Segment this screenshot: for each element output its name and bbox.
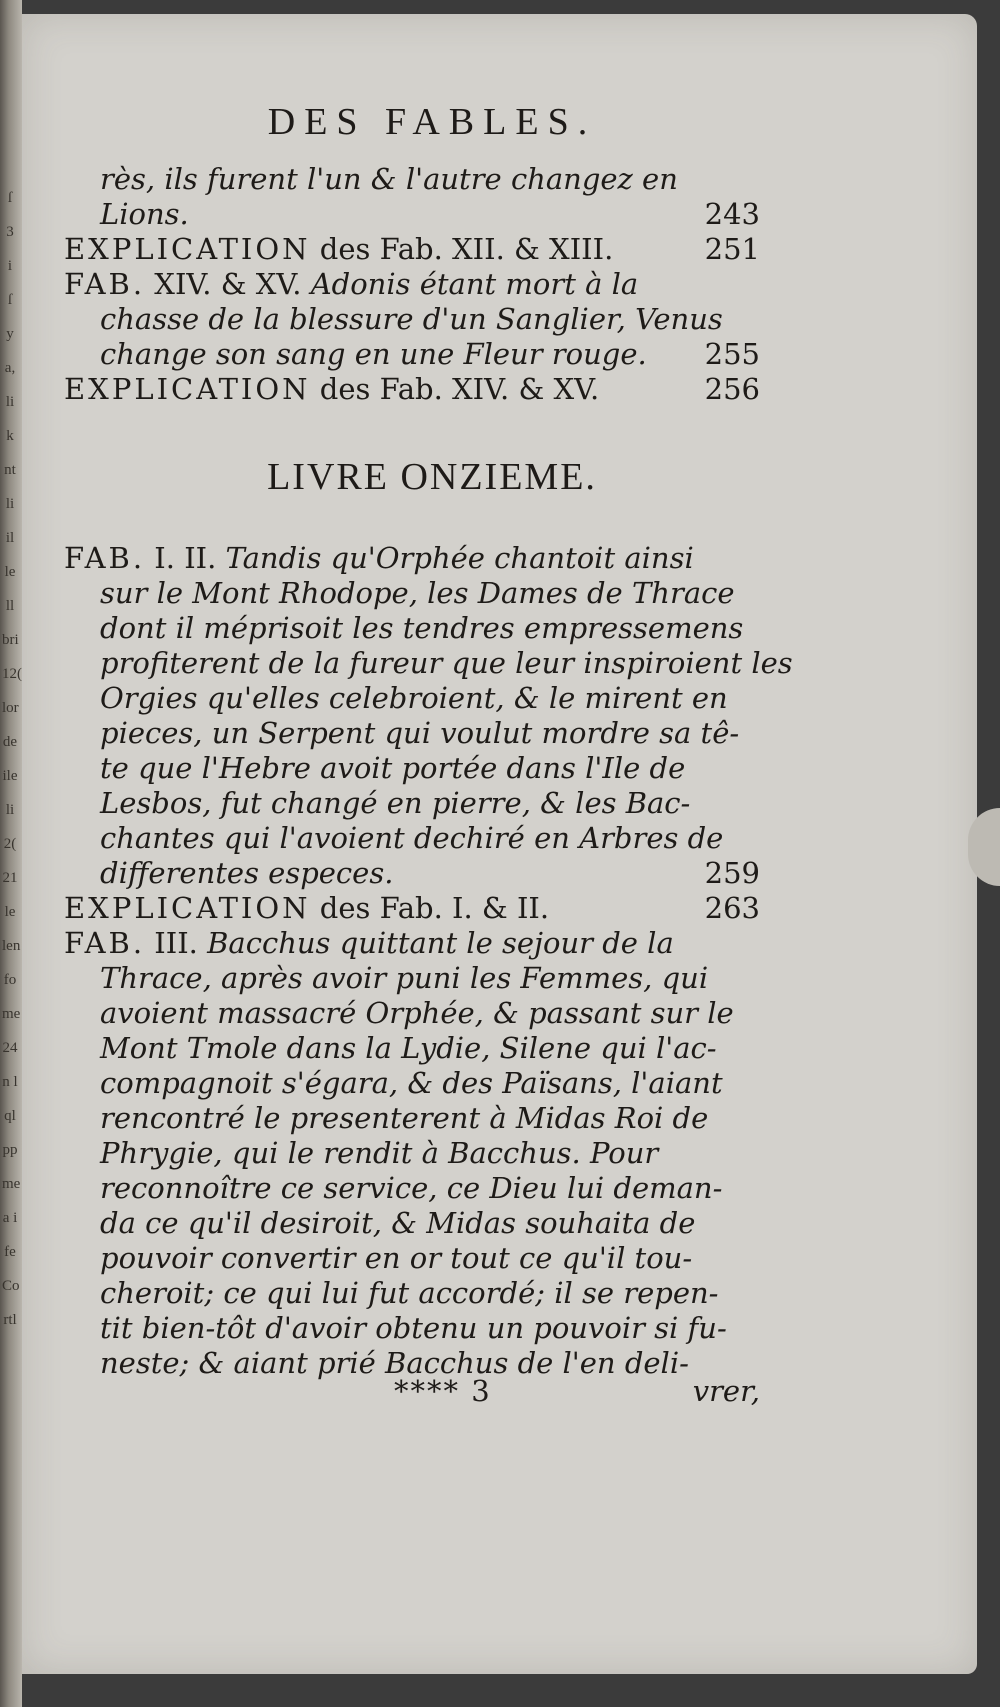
toc-entry: [64, 891, 760, 926]
edge-mark: li: [5, 496, 15, 512]
entry-line: avoient massacré Orphée, & passant sur le: [100, 996, 734, 1030]
edge-mark: il: [5, 530, 15, 546]
edge-mark: y: [6, 326, 14, 342]
edge-mark: fo: [3, 972, 17, 988]
entry-label: FAB.: [64, 926, 146, 960]
edge-mark: bri: [2, 632, 19, 648]
edge-mark: 3: [6, 224, 14, 240]
toc-entry: [64, 232, 760, 267]
edge-mark: 24: [2, 1040, 18, 1056]
toc-entry: FAB. I. II. Tandis qu'Orphée chantoit ainsi sur le Mont Rhodope, les Dames de Thrace dont il méprisoit les tendres empressemens profiterent de la fureur que leur inspiroient les Orgies qu'elles celebroient, & le mirent en pieces, un Serpent qui voulut mordre sa tê- te que l'Hebre avoit portée dans l'Ile de Lesbos, fut changé en pierre, & les Bac- chantes qui l'avoient dechiré en Arbres de differentes especes. 259: [64, 541, 793, 890]
entry-line: dont il méprisoit les tendres empressemens: [100, 611, 744, 645]
entry-line: neste; & aiant prié Bacchus de l'en deli-: [100, 1346, 689, 1380]
edge-mark: le: [4, 904, 16, 920]
toc-bottom: [64, 541, 793, 1381]
page-number: 255: [704, 337, 760, 371]
edge-mark: me: [2, 1176, 21, 1192]
page-number: 256: [704, 372, 760, 406]
entry-line-last: differentes especes. 259: [100, 856, 760, 890]
entry-line-last: Lions. 243: [100, 197, 760, 231]
edge-mark: k: [6, 428, 14, 444]
edge-mark: le: [4, 564, 16, 580]
catchword: vrer,: [692, 1374, 760, 1408]
entry-text: III.: [154, 926, 198, 960]
edge-mark: len: [2, 938, 21, 954]
entry-line: cheroit; ce qui lui fut accordé; il se repen-: [100, 1276, 719, 1310]
entry-line: chasse de la blessure d'un Sanglier, Venus: [100, 302, 723, 336]
entry-line: Orgies qu'elles celebroient, & le mirent en: [100, 681, 728, 715]
edge-mark: n l: [2, 1074, 18, 1090]
entry-line: da ce qu'il desiroit, & Midas souhaita de: [100, 1206, 696, 1240]
edge-mark: pp: [2, 1142, 18, 1158]
entry-line: compagnoit s'égara, & des Païsans, l'aiant: [100, 1066, 723, 1100]
section-title: LIVRE ONZIEME.: [267, 456, 597, 498]
edge-mark: de: [2, 734, 18, 750]
edge-mark: ile: [2, 768, 18, 784]
entry-line: profiterent de la fureur que leur inspiroient les: [100, 646, 793, 680]
entry-line: Phrygie, qui le rendit à Bacchus. Pour: [100, 1136, 659, 1170]
edge-mark: 12(: [2, 666, 22, 682]
running-head: DES FABLES.: [267, 101, 597, 143]
edge-mark: ſ: [7, 292, 13, 308]
entry-line: rès, ils furent l'un & l'autre changez en: [100, 162, 678, 196]
entry-line: sur le Mont Rhodope, les Dames de Thrace: [100, 576, 735, 610]
page-footer: [64, 1374, 760, 1414]
page-content: [64, 100, 793, 1381]
entry-text: des Fab. XII. & XIII.: [319, 232, 614, 266]
entry-line: tit bien-tôt d'avoir obtenu un pouvoir si fu-: [100, 1311, 727, 1345]
entry-line: pieces, un Serpent qui voulut mordre sa tê-: [100, 716, 740, 750]
book-page: [22, 14, 977, 1674]
entry-line: pouvoir convertir en or tout ce qu'il tou-: [100, 1241, 693, 1275]
toc-entry: [64, 372, 760, 407]
edge-mark: i: [7, 258, 13, 274]
edge-mark: rtl: [3, 1312, 17, 1328]
signature-mark: **** 3: [394, 1374, 492, 1408]
edge-mark: fe: [4, 1244, 16, 1260]
entry-label: EXPLICATION: [64, 232, 311, 266]
page-number: 243: [704, 197, 760, 231]
edge-mark: a i: [2, 1210, 18, 1226]
edge-mark: ſ: [7, 190, 13, 206]
entry-line: reconnoître ce service, ce Dieu lui deman-: [100, 1171, 723, 1205]
edge-mark: li: [5, 802, 15, 818]
page-number: 263: [704, 891, 760, 925]
toc-top: [64, 162, 760, 407]
edge-mark: li: [5, 394, 15, 410]
page-number: 259: [704, 856, 760, 890]
edge-mark: nt: [4, 462, 16, 478]
edge-mark: 2(: [3, 836, 17, 852]
entry-text: des Fab. I. & II.: [319, 891, 550, 925]
entry-label: EXPLICATION: [64, 891, 311, 925]
toc-entry: [64, 162, 760, 232]
entry-line: te que l'Hebre avoit portée dans l'Ile de: [100, 751, 686, 785]
entry-line: rencontré le presenterent à Midas Roi de: [100, 1101, 709, 1135]
toc-entry: FAB. XIV. & XV. Adonis étant mort à la chasse de la blessure d'un Sanglier, Venus change son sang en une Fleur rouge. 255: [64, 267, 760, 371]
edge-mark: Co: [2, 1278, 20, 1294]
facing-page-edge: [0, 0, 22, 1707]
entry-text: XIV. & XV.: [154, 267, 302, 301]
entry-label: EXPLICATION: [64, 372, 311, 406]
edge-mark: lor: [2, 700, 19, 716]
toc-entry: FAB. III. Bacchus quittant le sejour de la Thrace, après avoir puni les Femmes, qui avoient massacré Orphée, & passant sur le Mont Tmole dans la Lydie, Silene qui l'ac- compagnoit s'égara, & des Païsans, l'aiant rencontré le presenterent à Midas Roi de Phrygie, qui le rendit à Bacchus. Pour reconnoître ce service, ce Dieu lui deman- da ce qu'il desiroit, & Midas souhaita de pouvoir convertir en or tout ce qu'il tou- cheroit; ce qui lui fut accordé; il se repen- tit bien-tôt d'avoir obtenu un pouvoir si fu- neste; & aiant prié Bacchus de l'en deli-: [64, 926, 760, 1381]
entry-line: Mont Tmole dans la Lydie, Silene qui l'ac-: [100, 1031, 717, 1065]
entry-text: des Fab. XIV. & XV.: [319, 372, 600, 406]
edge-mark: me: [2, 1006, 21, 1022]
entry-label: FAB.: [64, 541, 146, 575]
edge-mark: ll: [5, 598, 15, 614]
edge-mark: a,: [4, 360, 16, 376]
entry-line: Thrace, après avoir puni les Femmes, qui: [100, 961, 709, 995]
entry-line: Lesbos, fut changé en pierre, & les Bac-: [100, 786, 691, 820]
entry-line: chantes qui l'avoient dechiré en Arbres de: [100, 821, 724, 855]
entry-line-last: change son sang en une Fleur rouge. 255: [100, 337, 760, 371]
entry-label: FAB.: [64, 267, 146, 301]
edge-mark: 21: [2, 870, 18, 886]
edge-mark: ql: [4, 1108, 16, 1124]
entry-text: I. II.: [154, 541, 217, 575]
page-number: 251: [704, 232, 760, 266]
